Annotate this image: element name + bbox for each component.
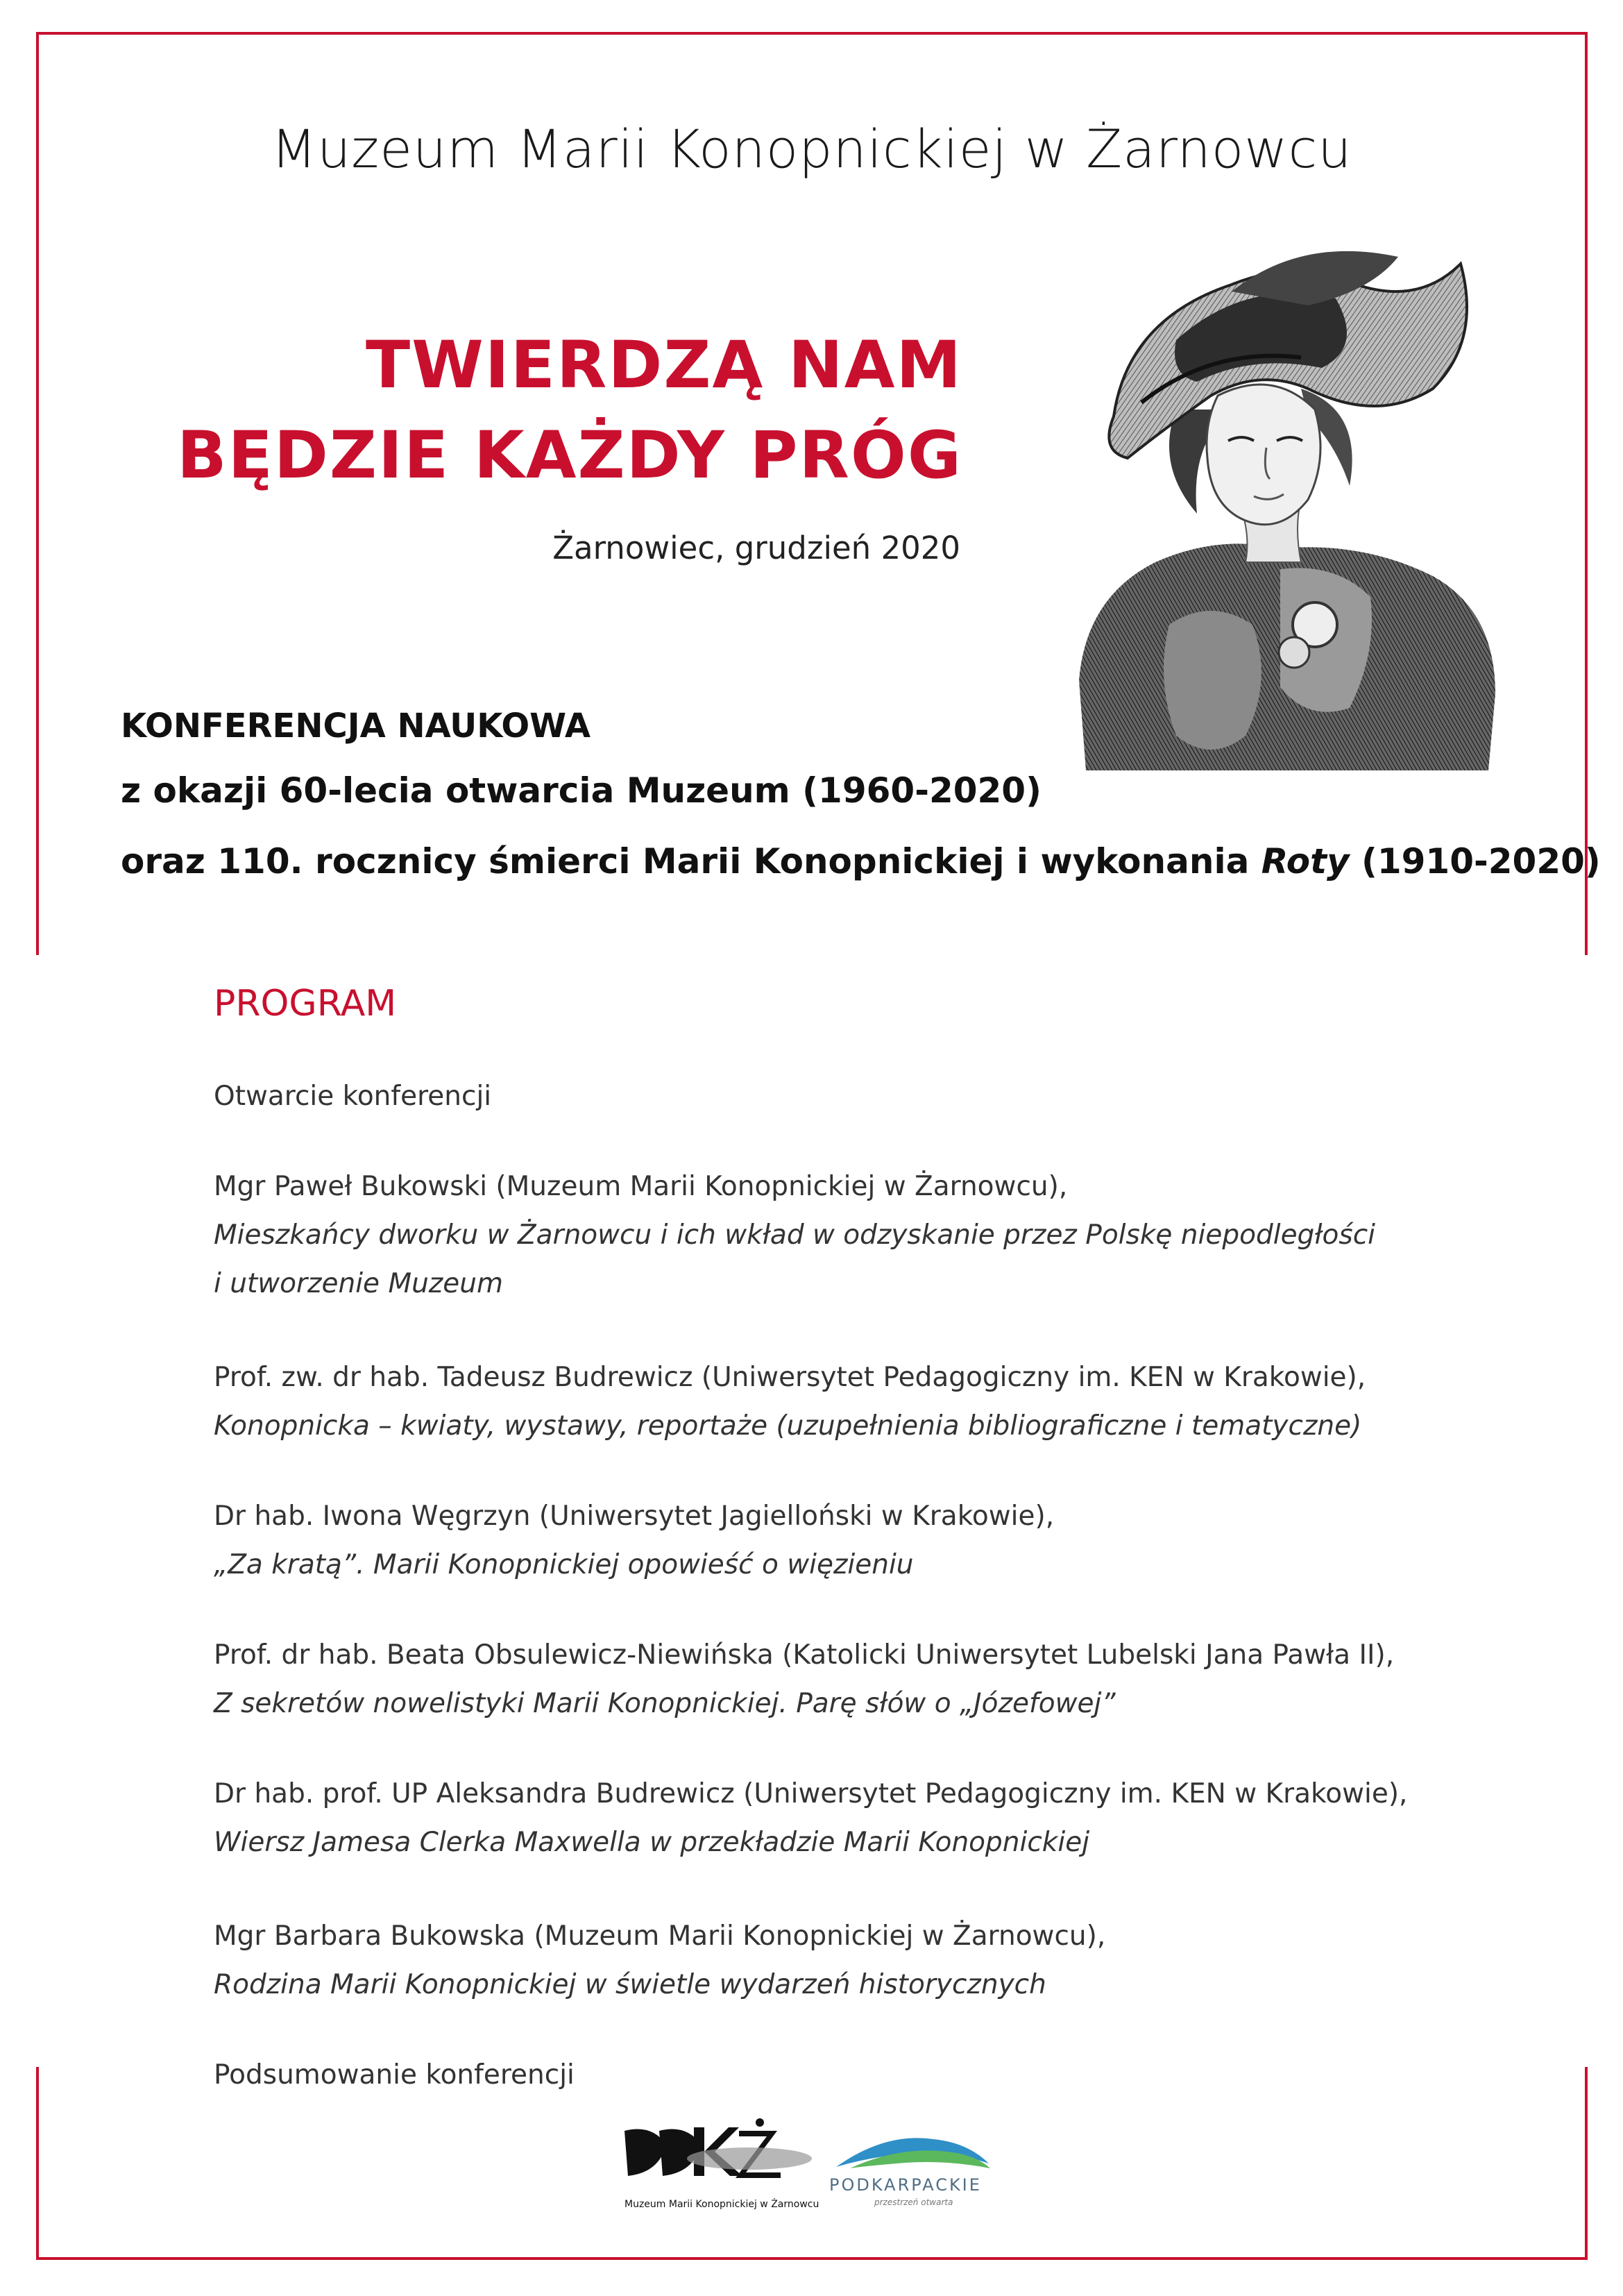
program-talk-title: i utworzenie Muzeum xyxy=(214,1268,503,1299)
program-speaker: Dr hab. Iwona Węgrzyn (Uniwersytet Jagielloński w Krakowie), xyxy=(214,1501,1055,1532)
program-item xyxy=(214,1631,1394,1728)
program-item xyxy=(214,1492,1054,1589)
program-closing: Podsumowanie konferencji xyxy=(214,2059,575,2091)
conference-occasion-2-text: oraz 110. rocznicy śmierci Marii Konopnickiej i wykonania xyxy=(121,841,1261,881)
program-speaker: Dr hab. prof. UP Aleksandra Budrewicz (Uniwersytet Pedagogiczny im. KEN w Krakowie), xyxy=(214,1778,1408,1809)
conference-occasion-2-years: (1910-2020) xyxy=(1349,841,1601,881)
program-item xyxy=(214,1770,1407,1867)
program-heading: PROGRAM xyxy=(214,983,397,1024)
portrait-engraving xyxy=(1072,236,1502,770)
conference-occasion-1: z okazji 60-lecia otwarcia Muzeum (1960-2020) xyxy=(121,770,1042,811)
podkarpackie-logo xyxy=(829,2125,996,2209)
program-item xyxy=(214,1353,1366,1451)
program-opening: Otwarcie konferencji xyxy=(214,1081,492,1112)
frame-right-border-lower xyxy=(1585,2067,1588,2260)
museum-name: Muzeum Marii Konopnickiej w Żarnowcu xyxy=(271,118,1352,180)
program-item xyxy=(214,1163,1375,1308)
museum-logo-caption: Muzeum Marii Konopnickiej w Żarnowcu xyxy=(624,2199,819,2210)
podkarpackie-tagline: przestrzeń otwarta xyxy=(874,2197,953,2207)
poster-title-line-2: BĘDZIE KAŻDY PRÓG xyxy=(176,418,962,493)
place-date: Żarnowiec, grudzień 2020 xyxy=(552,530,960,566)
poster-title-line-1: TWIERDZĄ NAM xyxy=(366,328,962,403)
program-talk-title: Z sekretów nowelistyki Marii Konopnickiej. Parę słów o „Józefowej” xyxy=(214,1688,1116,1719)
program-item xyxy=(214,1912,1105,2009)
program-talk-title: Rodzina Marii Konopnickiej w świetle wydarzeń historycznych xyxy=(214,1969,1046,2000)
podkarpackie-logo-mark xyxy=(829,2125,996,2174)
museum-logo xyxy=(611,2117,819,2214)
program-talk-title: „Za kratą”. Marii Konopnickiej opowieść o więzieniu xyxy=(214,1549,914,1580)
podkarpackie-wordmark: PODKARPACKIE xyxy=(829,2175,982,2195)
frame-bottom-border xyxy=(36,2257,1588,2260)
program-talk-title: Wiersz Jamesa Clerka Maxwella w przekładzie Marii Konopnickiej xyxy=(214,1827,1090,1858)
conference-type: KONFERENCJA NAUKOWA xyxy=(121,707,591,745)
program-talk-title: Konopnicka – kwiaty, wystawy, reportaże (uzupełnienia bibliograficzne i tematyczne) xyxy=(214,1410,1362,1442)
program-speaker: Prof. dr hab. Beata Obsulewicz-Niewińska (Katolicki Uniwersytet Lubelski Jana Pawła II), xyxy=(214,1639,1395,1671)
program-speaker: Prof. zw. dr hab. Tadeusz Budrewicz (Uniwersytet Pedagogiczny im. KEN w Krakowie), xyxy=(214,1362,1366,1393)
frame-left-border-lower xyxy=(36,2067,39,2260)
conference-occasion-2 xyxy=(121,841,1601,881)
conference-occasion-2-rota: Roty xyxy=(1261,841,1350,881)
frame-top-border xyxy=(36,32,1588,35)
museum-logo-mark xyxy=(611,2117,819,2193)
program-talk-title: Mieszkańcy dworku w Żarnowcu i ich wkład w odzyskanie przez Polskę niepodległości xyxy=(214,1219,1375,1251)
program-speaker: Mgr Barbara Bukowska (Muzeum Marii Konopnickiej w Żarnowcu), xyxy=(214,1921,1106,1952)
program-speaker: Mgr Paweł Bukowski (Muzeum Marii Konopnickiej w Żarnowcu), xyxy=(214,1171,1068,1202)
